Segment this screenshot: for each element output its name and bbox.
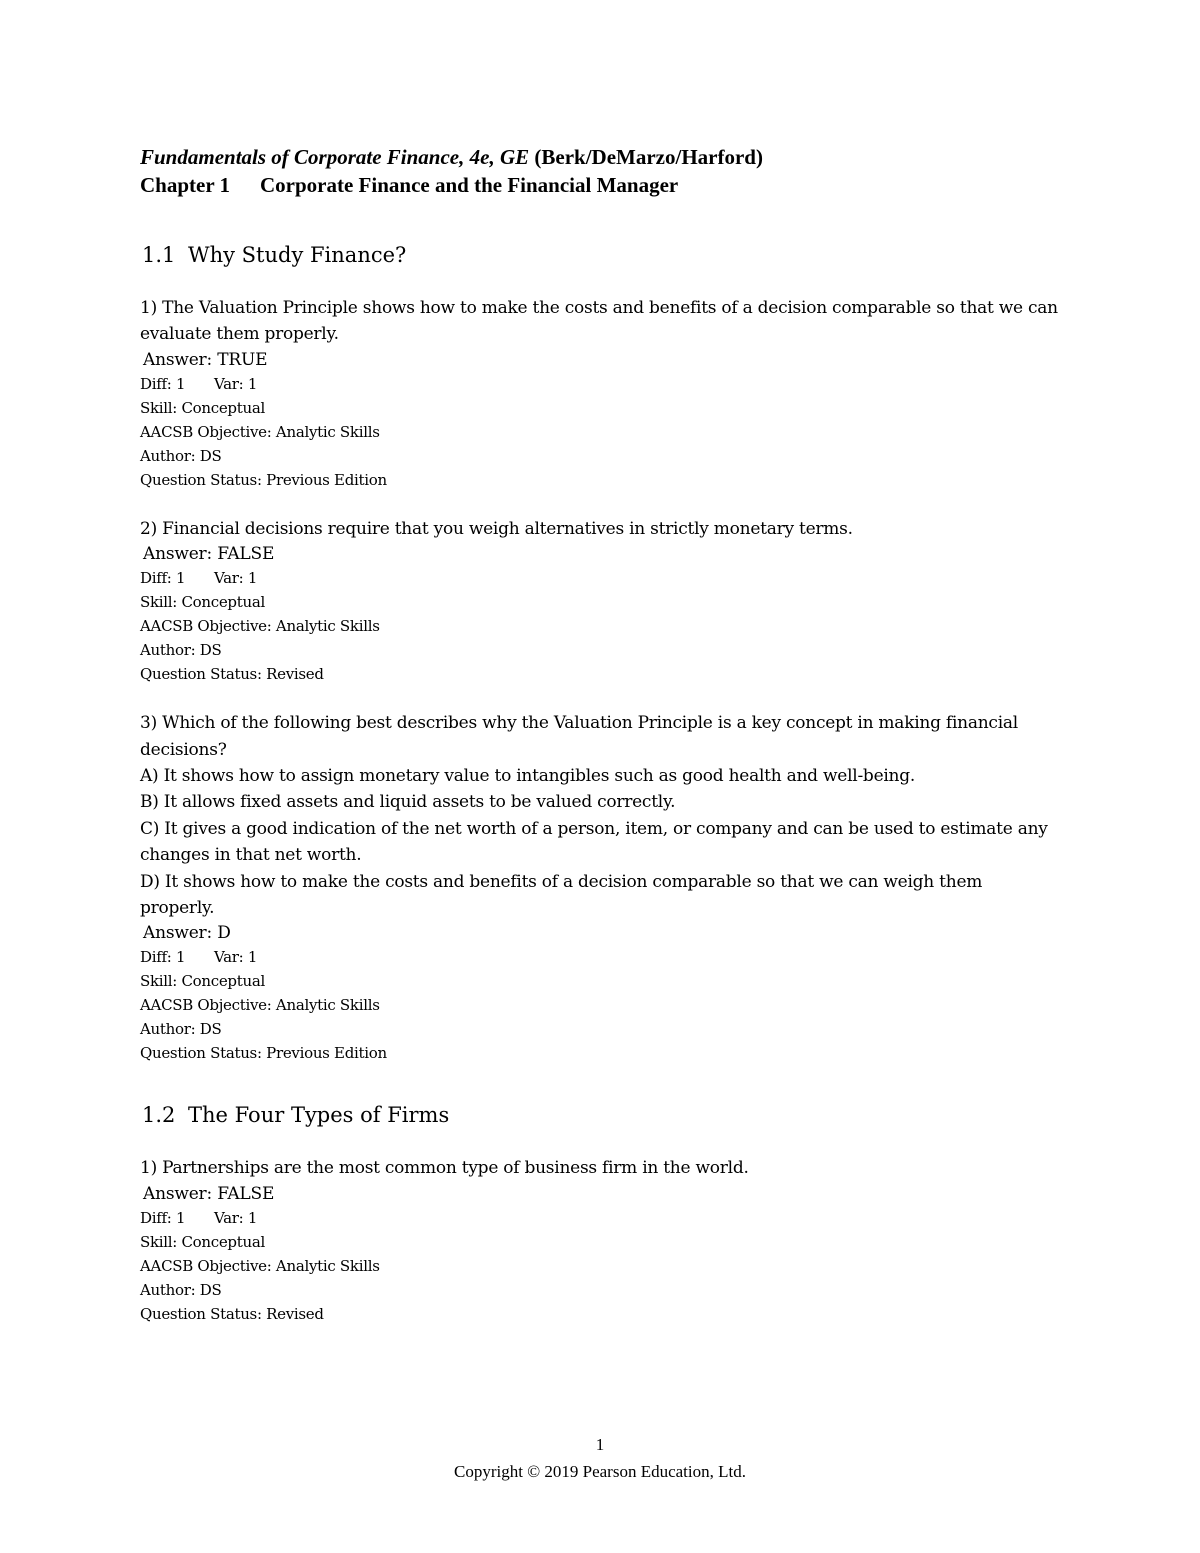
- section-heading-1-2: [140, 1101, 1060, 1129]
- chapter-number: Chapter 1: [140, 173, 231, 197]
- skill: Skill: Conceptual: [140, 593, 265, 612]
- difficulty: Diff: 1: [140, 1208, 186, 1227]
- chapter-heading: [140, 171, 1060, 199]
- aacsb-objective: AACSB Objective: Analytic Skills: [140, 996, 380, 1015]
- skill: Skill: Conceptual: [140, 972, 265, 991]
- variation: Var: 1: [214, 1208, 258, 1227]
- difficulty-line: [140, 372, 1060, 396]
- section-heading-1-1: [140, 241, 1060, 269]
- skill: Skill: Conceptual: [140, 398, 265, 417]
- chapter-title: Corporate Finance and the Financial Manager: [260, 173, 679, 197]
- difficulty-line: [140, 566, 1060, 590]
- option-a: A) It shows how to assign monetary value to intangibles such as good health and well-being.: [140, 766, 916, 787]
- variation: Var: 1: [214, 374, 258, 393]
- question-answer: Answer: TRUE: [143, 349, 268, 370]
- author: Author: DS: [140, 1280, 222, 1299]
- question-text: 1) Partnerships are the most common type of business firm in the world.: [140, 1158, 749, 1179]
- option-c: C) It gives a good indication of the net worth of a person, item, or company and can be used to estimate any changes in that net worth.: [140, 818, 1048, 866]
- document-header: [140, 143, 1060, 199]
- section-title: The Four Types of Firms: [188, 1103, 450, 1128]
- question-text: 1) The Valuation Principle shows how to make the costs and benefits of a decision comparable so that we can evaluate them properly.: [140, 298, 1058, 345]
- question-status: Question Status: Previous Edition: [140, 1044, 387, 1063]
- author: Author: DS: [140, 641, 222, 660]
- book-title-line: [140, 143, 1060, 171]
- aacsb-objective: AACSB Objective: Analytic Skills: [140, 1256, 380, 1275]
- question-status: Question Status: Previous Edition: [140, 470, 387, 489]
- variation: Var: 1: [214, 948, 258, 967]
- difficulty-line: [140, 945, 1060, 969]
- aacsb-objective: AACSB Objective: Analytic Skills: [140, 617, 380, 636]
- question-answer: Answer: FALSE: [143, 1183, 275, 1204]
- section-title: Why Study Finance?: [188, 243, 407, 267]
- book-title: Fundamentals of Corporate Finance, 4e, GE: [140, 145, 530, 169]
- author: Author: DS: [140, 1020, 222, 1039]
- section-number: 1.2: [142, 1103, 176, 1128]
- option-d: D) It shows how to make the costs and benefits of a decision comparable so that we can weigh them properly.: [140, 871, 983, 919]
- question-text: 3) Which of the following best describes why the Valuation Principle is a key concept in making financial decisions?: [140, 713, 1018, 760]
- question-status: Question Status: Revised: [140, 1304, 324, 1323]
- question-text: 2) Financial decisions require that you weigh alternatives in strictly monetary terms.: [140, 518, 853, 539]
- question-answer: Answer: FALSE: [143, 544, 275, 565]
- option-b: B) It allows fixed assets and liquid assets to be valued correctly.: [140, 792, 676, 813]
- section-number: 1.1: [142, 243, 176, 267]
- page-number: 1: [595, 1435, 605, 1454]
- author: Author: DS: [140, 446, 222, 465]
- difficulty: Diff: 1: [140, 948, 186, 967]
- variation: Var: 1: [214, 569, 258, 588]
- copyright-notice: Copyright © 2019 Pearson Education, Ltd.: [454, 1462, 746, 1481]
- question-1-2-1: [140, 1155, 1060, 1325]
- page-content: [140, 143, 1060, 1326]
- question-1-1-3: [140, 710, 1060, 1065]
- skill: Skill: Conceptual: [140, 1232, 265, 1251]
- book-authors: (Berk/DeMarzo/Harford): [534, 145, 763, 169]
- difficulty: Diff: 1: [140, 374, 186, 393]
- difficulty: Diff: 1: [140, 569, 186, 588]
- question-1-1-1: [140, 295, 1060, 492]
- question-status: Question Status: Revised: [140, 665, 324, 684]
- question-1-1-2: [140, 516, 1060, 686]
- question-answer: Answer: D: [143, 923, 231, 944]
- difficulty-line: [140, 1206, 1060, 1230]
- aacsb-objective: AACSB Objective: Analytic Skills: [140, 422, 380, 441]
